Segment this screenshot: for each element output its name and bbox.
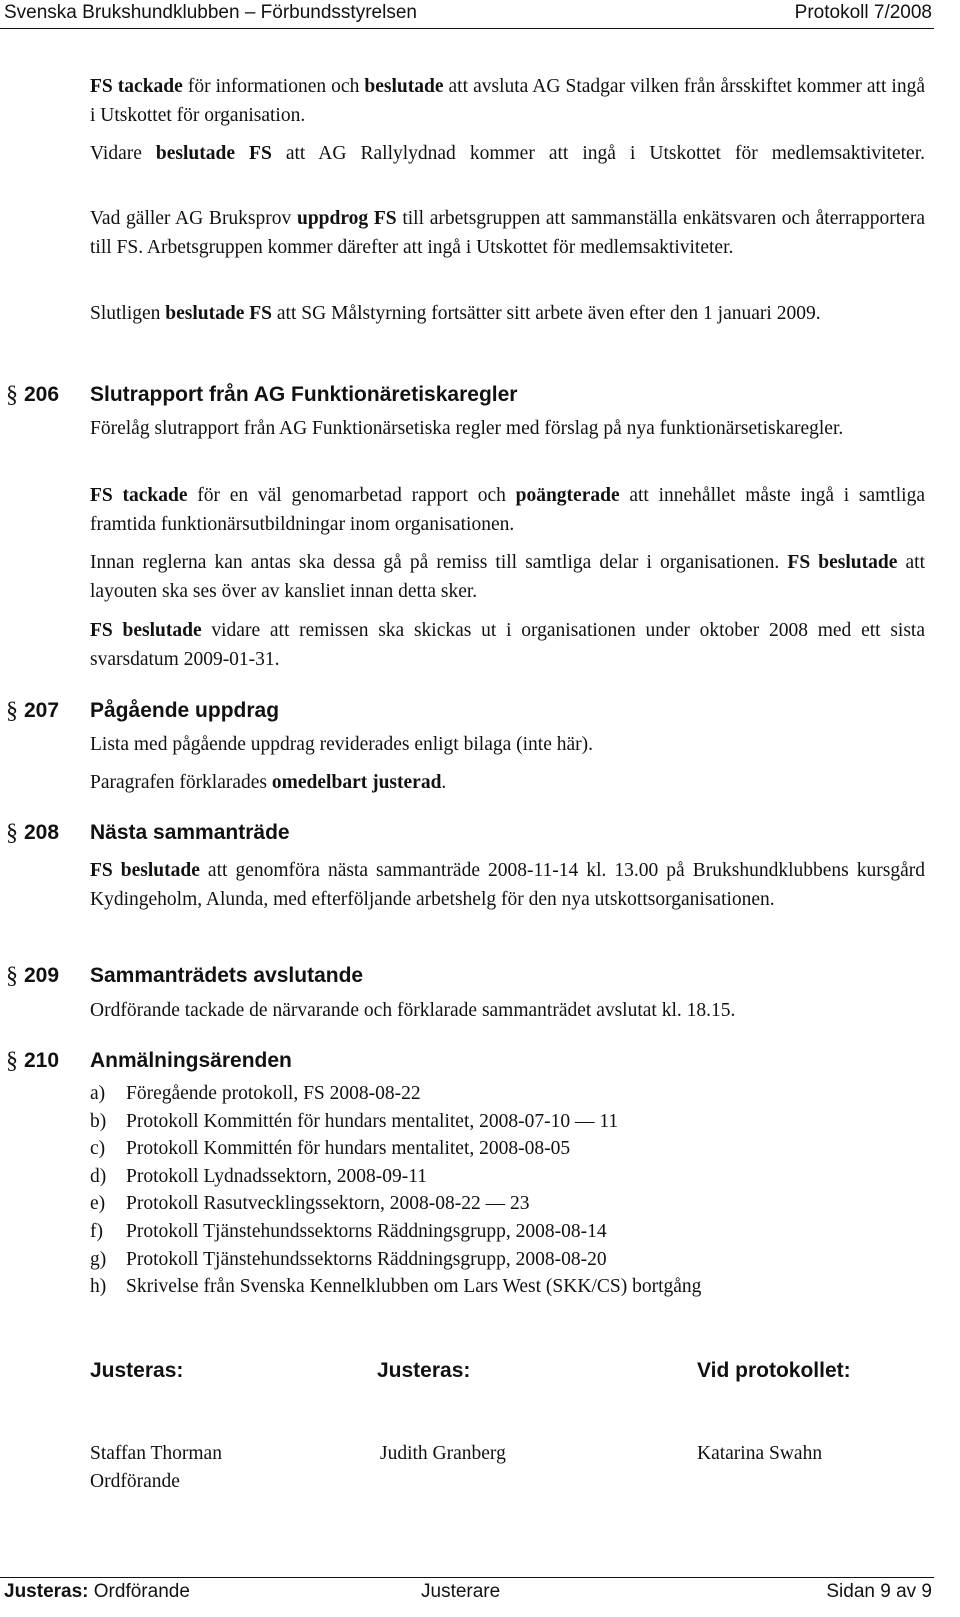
footer-page-number: Sidan 9 av 9 <box>826 1581 932 1602</box>
footer-adjusted-by: Justeras: Ordförande <box>4 1581 190 1602</box>
section-number: 206 <box>24 383 60 406</box>
signatory-name-chair: Staffan Thorman <box>90 1443 222 1464</box>
bold-text: FS tackade <box>90 76 183 97</box>
signature-heading-adjuster-1: Justeras: <box>90 1359 184 1382</box>
section-symbol: § <box>6 1048 18 1074</box>
bold-text: omedelbart justerad <box>271 772 442 793</box>
s208-paragraph-1: FS beslutade att genomföra nästa sammanträde 2008-11-14 kl. 13.00 på Brukshundklubbens kursgård Kydingeholm, Alunda, med efterföljande arbetshelg för den nya utskottsorganisationen. <box>90 860 925 910</box>
bold-text: FS tackade <box>90 485 188 506</box>
section-number: 207 <box>24 699 60 722</box>
section-title: Nästa sammanträde <box>90 821 290 844</box>
signatory-name-adjuster: Judith Granberg <box>380 1443 506 1464</box>
bold-text: beslutade FS <box>155 143 272 164</box>
signature-heading-secretary: Vid protokollet: <box>697 1359 851 1382</box>
section-symbol: § <box>6 963 18 989</box>
section-207-heading <box>0 696 930 730</box>
section-symbol: § <box>6 698 18 724</box>
signatory-role-chair: Ordförande <box>90 1471 180 1492</box>
section-number: 209 <box>24 964 60 987</box>
attachment-list <box>90 1080 930 1301</box>
signature-heading-adjuster-2: Justeras: <box>377 1359 471 1382</box>
section-209-heading <box>0 961 930 995</box>
section-title: Pågående uppdrag <box>90 699 280 722</box>
section-title: Slutrapport från AG Funktionäretiskaregler <box>90 383 518 406</box>
signatory-name-secretary: Katarina Swahn <box>697 1443 823 1464</box>
list-item: g) Protokoll Tjänstehundssektorns Räddningsgrupp, 2008-08-20 <box>90 1248 607 1270</box>
bold-text: FS beslutade <box>90 620 202 641</box>
s206-paragraph-3: Innan reglerna kan antas ska dessa gå på remiss till samtliga delar i organisationen. FS beslutade att layouten ska ses över av kansliet innan detta sker. <box>90 552 925 602</box>
footer-divider <box>0 1577 934 1578</box>
bold-text: FS beslutade <box>90 860 200 881</box>
page-header <box>0 0 960 30</box>
s209-paragraph-1: Ordförande tackade de närvarande och förklarade sammanträdet avslutat kl. 18.15. <box>90 1000 736 1021</box>
header-organization: Svenska Brukshundklubben – Förbundsstyrelsen <box>4 2 417 23</box>
section-title: Anmälningsärenden <box>90 1049 292 1072</box>
list-item: f) Protokoll Tjänstehundssektorns Räddningsgrupp, 2008-08-14 <box>90 1220 607 1242</box>
bold-text: beslutade <box>364 76 444 97</box>
bold-text: FS beslutade <box>787 552 898 573</box>
section-number: 208 <box>24 821 60 844</box>
s206-paragraph-1: Förelåg slutrapport från AG Funktionärsetiska regler med förslag på nya funktionärsetiskaregler. <box>90 418 844 439</box>
bold-text: uppdrog FS <box>296 208 397 229</box>
section-symbol: § <box>6 382 18 408</box>
s206-paragraph-4: FS beslutade vidare att remissen ska skickas ut i organisationen under oktober 2008 med ett sista svarsdatum 2009-01-31. <box>90 620 925 670</box>
list-item: h) Skrivelse från Svenska Kennelklubben om Lars West (SKK/CS) bortgång <box>90 1276 702 1298</box>
s207-paragraph-2: Paragrafen förklarades omedelbart justerad. <box>90 772 447 793</box>
bold-text: beslutade FS <box>165 303 273 324</box>
s207-paragraph-1: Lista med pågående uppdrag reviderades enligt bilaga (inte här). <box>90 734 594 755</box>
section-title: Sammanträdets avslutande <box>90 964 364 987</box>
footer-adjuster: Justerare <box>421 1581 501 1602</box>
intro-paragraph-4: Slutligen beslutade FS att SG Målstyrning fortsätter sitt arbete även efter den 1 januari 2009. <box>90 303 821 324</box>
section-number: 210 <box>24 1049 60 1072</box>
list-item: e) Protokoll Rasutvecklingssektorn, 2008-08-22 — 23 <box>90 1193 530 1215</box>
section-208-heading <box>0 818 930 852</box>
header-protocol-number: Protokoll 7/2008 <box>794 2 932 23</box>
s206-paragraph-2: FS tackade för en väl genomarbetad rapport och poängterade att innehållet måste ingå i samtliga framtida funktionärsutbildningar inom organisationen. <box>90 485 926 535</box>
section-206-heading <box>0 380 930 414</box>
list-item: c) Protokoll Kommittén för hundars mentalitet, 2008-08-05 <box>90 1138 571 1160</box>
intro-paragraph-3: Vad gäller AG Bruksprov uppdrog FS till arbetsgruppen att sammanställa enkätsvaren och återrapportera till FS. Arbetsgruppen kommer därefter att ingå i Utskottet för medlemsaktiviteter. <box>90 208 925 258</box>
intro-paragraph-1: FS tackade för informationen och beslutade att avsluta AG Stadgar vilken från årsskiftet kommer att ingå i Utskottet för organisation. <box>90 76 926 126</box>
list-item: b) Protokoll Kommittén för hundars mentalitet, 2008-07-10 — 11 <box>90 1110 619 1132</box>
section-210-heading <box>0 1046 930 1080</box>
intro-paragraph-2: Vidare beslutade FS att AG Rallylydnad kommer att ingå i Utskottet för medlemsaktiviteter. <box>90 143 925 164</box>
bold-text: poängterade <box>515 485 620 506</box>
header-divider <box>0 28 934 29</box>
list-item: d) Protokoll Lydnadssektorn, 2008-09-11 <box>90 1165 427 1187</box>
section-symbol: § <box>6 820 18 846</box>
list-item: a) Föregående protokoll, FS 2008-08-22 <box>90 1083 421 1104</box>
